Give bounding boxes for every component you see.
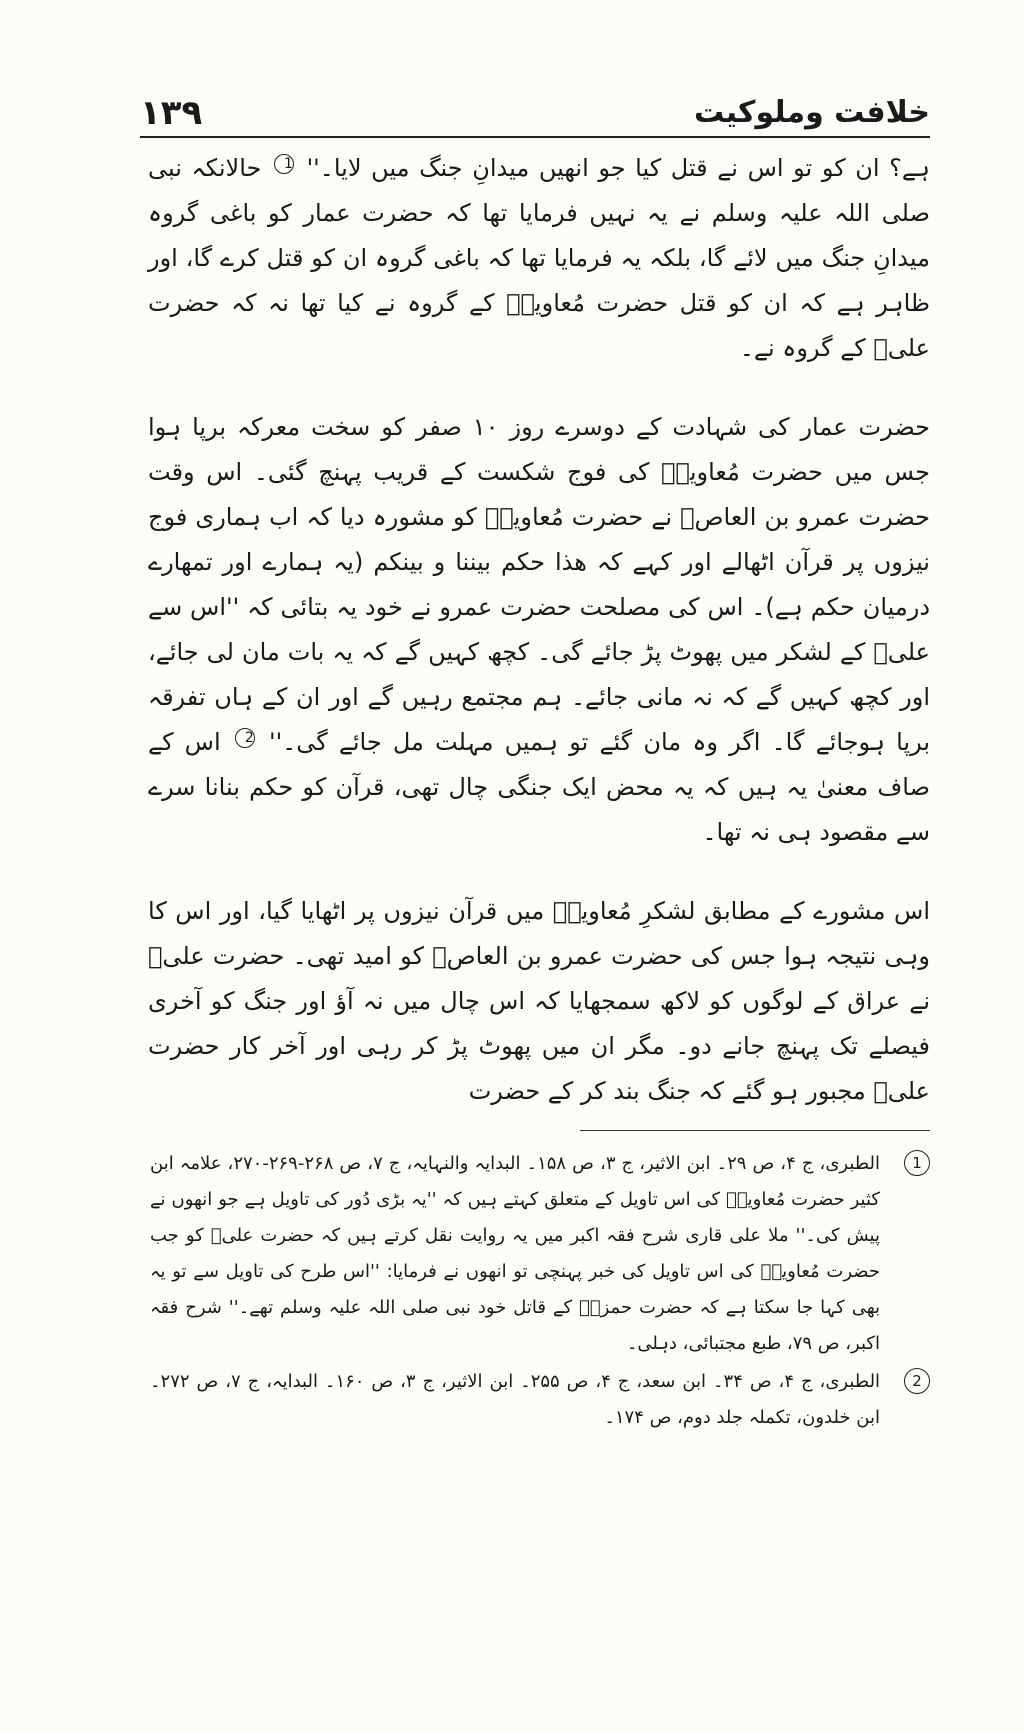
footnote-marker-1[interactable]: 1 xyxy=(274,154,294,174)
paragraph-2-text-a: حضرت عمار کی شہادت کے دوسرے روز ۱۰ صفر کو سخت معرکہ برپا ہوا جس میں حضرت مُعاویہؓ کی فوج شکست کے قریب پہنچ گئی۔ اس وقت حضرت عمرو بن العاصؓ نے حضرت مُعاویہؓ کو مشورہ دیا کہ اب ہماری فوج نیزوں پر قرآن اٹھالے اور کہے کہ ھذا حکم بیننا و بینکم (یہ ہمارے اور تمھارے درمیان حکم ہے)۔ اس کی مصلحت حضرت عمرو نے خود یہ بتائی کہ ''اس سے علیؓ کے لشکر میں پھوٹ پڑ جائے گی۔ کچھ کہیں گے کہ یہ بات مان لی جائے، اور کچھ کہیں گے کہ نہ مانی جائے۔ ہم مجتمع رہیں گے اور ان کے ہاں تفرقہ برپا ہوجائے گا۔ اگر وہ مان گئے تو ہمیں مہلت مل جائے گی۔'' xyxy=(148,413,930,756)
footnote-rule xyxy=(580,1130,930,1131)
paragraph-1 xyxy=(148,146,930,371)
body-text xyxy=(148,146,930,1114)
paragraph-1-text-a: ہے؟ ان کو تو اس نے قتل کیا جو انھیں میدانِ جنگ میں لایا۔'' xyxy=(306,154,930,182)
footnote-2 xyxy=(150,1364,930,1436)
footnote-number-1: 1 xyxy=(904,1150,930,1176)
footnote-marker-2[interactable]: 2 xyxy=(235,728,255,748)
paragraph-3 xyxy=(148,889,930,1114)
paragraph-3-text-a: اس مشورے کے مطابق لشکرِ مُعاویہؓ میں قرآن نیزوں پر اٹھایا گیا، اور اس کا وہی نتیجہ ہوا جس کی حضرت عمرو بن العاصؓ کو امید تھی۔ حضرت علیؓ نے عراق کے لوگوں کو لاکھ سمجھایا کہ اس چال میں نہ آؤ اور جنگ کو آخری فیصلے تک پہنچ جانے دو۔ مگر ان میں پھوٹ پڑ کر رہی اور آخر کار حضرت علیؓ مجبور ہو گئے کہ جنگ بند کر کے حضرت xyxy=(148,897,930,1105)
footnote-1 xyxy=(150,1146,930,1362)
running-title: خلافت وملوکیت xyxy=(694,95,930,130)
footnote-number-2: 2 xyxy=(904,1368,930,1394)
paragraph-2 xyxy=(148,405,930,855)
paragraph-1-text-b: حالانکہ نبی صلی اللہ علیہ وسلم نے یہ نہیں فرمایا تھا کہ حضرت عمار کو باغی گروہ میدانِ جنگ میں لائے گا، بلکہ یہ فرمایا تھا کہ باغی گروہ ان کو قتل کرے گا، اور ظاہر ہے کہ ان کو قتل حضرت مُعاویہؓ کے گروہ نے کیا تھا نہ کہ حضرت علیؓ کے گروہ نے۔ xyxy=(148,154,930,362)
header-rule xyxy=(140,136,930,138)
paragraph-2-text-b: اس کے صاف معنیٰ یہ ہیں کہ یہ محض ایک جنگی چال تھی، قرآن کو حکم بنانا سرے سے مقصود ہی نہ تھا۔ xyxy=(148,728,930,846)
footnote-text-2: الطبری، ج ۴، ص ۳۴۔ ابن سعد، ج ۴، ص ۲۵۵۔ ابن الاثیر، ج ۳، ص ۱۶۰۔ البدایہ، ج ۷، ص ۲۷۲۔ ابن خلدون، تکملہ جلد دوم، ص ۱۷۴۔ xyxy=(150,1371,881,1428)
page-number: ۱۳۹ xyxy=(140,93,203,133)
page-header xyxy=(140,78,930,134)
footnotes xyxy=(150,1146,930,1438)
footnote-text-1: الطبری، ج ۴، ص ۲۹۔ ابن الاثیر، ج ۳، ص ۱۵۸۔ البدایہ والنہایہ، ج ۷، ص ۲۶۸-۲۶۹-۲۷۰، علامہ ابن کثیر حضرت مُعاویہؓ کی اس تاویل کے متعلق کہتے ہیں کہ ''یہ بڑی دُور کی تاویل ہے جو انھوں نے پیش کی۔'' ملا علی قاری شرح فقہ اکبر میں یہ روایت نقل کرتے ہیں کہ حضرت علیؓ کو جب حضرت مُعاویہؓ کی اس تاویل کی خبر پہنچی تو انھوں نے فرمایا: ''اس طرح کی تاویل سے تو یہ بھی کہا جا سکتا ہے کہ حضرت حمزہؓ کے قاتل خود نبی صلی اللہ علیہ وسلم تھے۔'' شرح فقہ اکبر، ص ۷۹، طبع مجتبائی، دہلی۔ xyxy=(150,1153,881,1354)
